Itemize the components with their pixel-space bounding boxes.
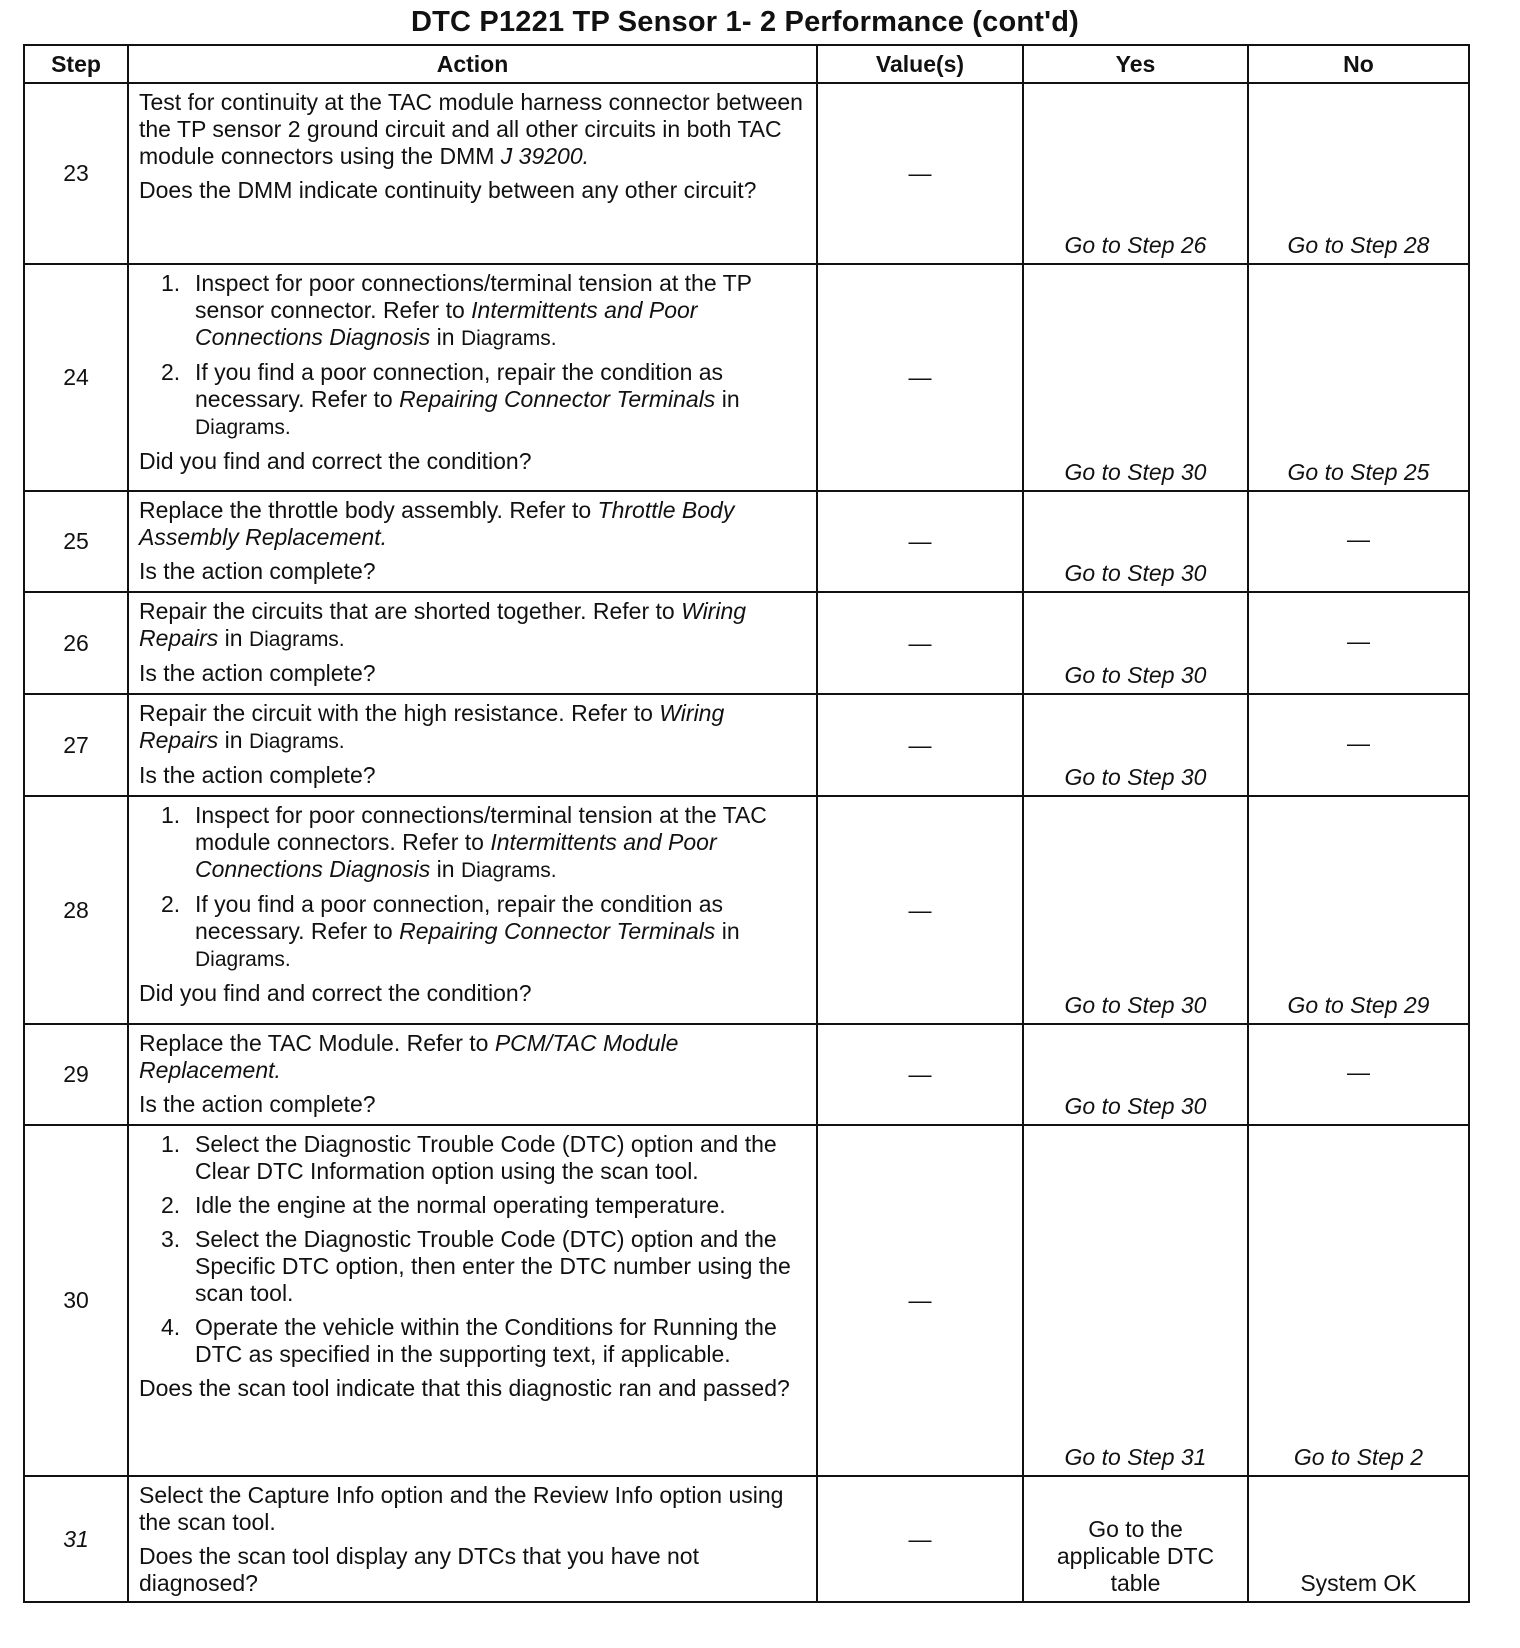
header-row xyxy=(24,45,1469,83)
list-number: 3. xyxy=(161,1226,181,1252)
yes-result: Go to Step 30 xyxy=(1023,796,1248,1024)
step-number: 28 xyxy=(24,796,128,1024)
yes-result: Go to Step 30 xyxy=(1023,694,1248,796)
value-cell: — xyxy=(817,796,1023,1024)
text-segment: Intermittents and Poor Connections Diagnosis xyxy=(195,829,717,882)
header-yes: Yes xyxy=(1023,45,1248,83)
action-paragraph xyxy=(139,660,808,687)
table-row xyxy=(24,491,1469,592)
table-row xyxy=(24,1125,1469,1476)
step-number: 29 xyxy=(24,1024,128,1125)
text-segment: Select the Diagnostic Trouble Code (DTC) option and the Clear DTC Information option using the scan tool. xyxy=(195,1131,777,1184)
action-cell xyxy=(128,1024,817,1125)
diagnostic-table xyxy=(23,44,1470,1603)
action-paragraph xyxy=(139,1543,808,1597)
no-result: Go to Step 2 xyxy=(1248,1125,1469,1476)
list-text xyxy=(195,359,808,441)
step-number: 25 xyxy=(24,491,128,592)
value-cell: — xyxy=(817,491,1023,592)
text-segment: Inspect for poor connections/terminal tension at the TAC module connectors. Refer to xyxy=(195,802,767,855)
page-title: DTC P1221 TP Sensor 1- 2 Performance (cont'd) xyxy=(410,6,1080,38)
action-list-item xyxy=(161,1131,808,1185)
text-segment: Does the scan tool indicate that this diagnostic ran and passed? xyxy=(139,1375,790,1401)
text-segment: Repairing Connector Terminals xyxy=(399,918,716,944)
action-paragraph xyxy=(139,1375,808,1402)
value-cell: — xyxy=(817,83,1023,264)
action-paragraph xyxy=(139,89,808,170)
text-segment: Diagrams. xyxy=(460,859,557,882)
text-segment: Is the action complete? xyxy=(139,558,376,584)
text-segment: PCM/TAC Module Replacement. xyxy=(139,1030,679,1083)
step-number: 30 xyxy=(24,1125,128,1476)
action-paragraph xyxy=(139,1482,808,1536)
text-segment: Diagrams. xyxy=(248,730,345,753)
no-result: System OK xyxy=(1248,1476,1469,1602)
action-paragraph xyxy=(139,497,808,551)
text-segment: Test for continuity at the TAC module harness connector between the TP sensor 2 ground circuit and all other circuits in both TAC module connectors using the DMM xyxy=(139,89,803,169)
text-segment: Diagrams. xyxy=(195,948,291,971)
action-list-item xyxy=(161,1226,808,1307)
action-list-item xyxy=(161,891,808,973)
value-cell: — xyxy=(817,264,1023,491)
action-paragraph xyxy=(139,700,808,755)
table-row xyxy=(24,796,1469,1024)
no-result: Go to Step 28 xyxy=(1248,83,1469,264)
text-segment: J 39200. xyxy=(500,143,590,169)
text-segment: Throttle Body Assembly Replacement. xyxy=(139,497,735,550)
text-segment: in xyxy=(218,727,249,753)
action-cell xyxy=(128,491,817,592)
value-cell: — xyxy=(817,1024,1023,1125)
action-list-item xyxy=(161,1314,808,1368)
action-paragraph xyxy=(139,448,808,475)
list-number: 2. xyxy=(161,1192,181,1218)
no-result: — xyxy=(1248,1024,1469,1125)
yes-result: Go to Step 30 xyxy=(1023,592,1248,694)
value-cell: — xyxy=(817,592,1023,694)
yes-result: Go to Step 30 xyxy=(1023,264,1248,491)
value-cell: — xyxy=(817,694,1023,796)
action-paragraph xyxy=(139,762,808,789)
text-segment: in xyxy=(218,625,249,651)
text-segment: Did you find and correct the condition? xyxy=(139,448,532,474)
table-row xyxy=(24,1024,1469,1125)
list-text xyxy=(195,1131,808,1185)
text-segment: Diagrams. xyxy=(460,327,557,350)
no-result: — xyxy=(1248,592,1469,694)
yes-result: Go to Step 31 xyxy=(1023,1125,1248,1476)
table-row xyxy=(24,1476,1469,1602)
text-segment: Repair the circuit with the high resistance. Refer to xyxy=(139,700,660,726)
text-segment: Wiring Repairs xyxy=(139,598,747,651)
action-paragraph xyxy=(139,598,808,653)
list-number: 4. xyxy=(161,1314,181,1340)
text-segment: Idle the engine at the normal operating temperature. xyxy=(195,1192,726,1218)
list-text xyxy=(195,270,808,352)
text-segment: Diagrams. xyxy=(195,416,291,439)
table-row xyxy=(24,592,1469,694)
step-number: 24 xyxy=(24,264,128,491)
step-number: 27 xyxy=(24,694,128,796)
yes-result: Go to Step 30 xyxy=(1023,1024,1248,1125)
text-segment: Does the DMM indicate continuity between any other circuit? xyxy=(139,177,757,203)
text-segment: in xyxy=(430,856,461,882)
no-result: — xyxy=(1248,694,1469,796)
action-paragraph xyxy=(139,1091,808,1118)
action-cell xyxy=(128,83,817,264)
text-segment: Is the action complete? xyxy=(139,762,376,788)
no-result: — xyxy=(1248,491,1469,592)
action-cell xyxy=(128,694,817,796)
text-segment: Intermittents and Poor Connections Diagnosis xyxy=(195,297,698,350)
text-segment: in xyxy=(715,386,740,412)
action-list-item xyxy=(161,1192,808,1219)
no-result: Go to Step 25 xyxy=(1248,264,1469,491)
list-number: 1. xyxy=(161,270,181,296)
text-segment: If you find a poor connection, repair the condition as necessary. Refer to xyxy=(195,359,724,412)
value-cell: — xyxy=(817,1125,1023,1476)
text-segment: Is the action complete? xyxy=(139,660,376,686)
step-number: 23 xyxy=(24,83,128,264)
action-cell xyxy=(128,592,817,694)
list-text xyxy=(195,1314,808,1368)
header-step: Step xyxy=(24,45,128,83)
step-number: 31 xyxy=(24,1476,128,1602)
header-values: Value(s) xyxy=(817,45,1023,83)
text-segment: Operate the vehicle within the Conditions for Running the DTC as specified in the supporting text, if applicable. xyxy=(195,1314,777,1367)
text-segment: If you find a poor connection, repair the condition as necessary. Refer to xyxy=(195,891,724,944)
text-segment: Did you find and correct the condition? xyxy=(139,980,532,1006)
action-list-item xyxy=(161,270,808,352)
action-cell xyxy=(128,264,817,491)
list-text xyxy=(195,1192,726,1219)
text-segment: Inspect for poor connections/terminal tension at the TP sensor connector. Refer to xyxy=(195,270,752,323)
text-segment: Diagrams. xyxy=(248,628,345,651)
table-row xyxy=(24,264,1469,491)
text-segment: Repair the circuits that are shorted together. Refer to xyxy=(139,598,682,624)
table-row xyxy=(24,694,1469,796)
action-paragraph xyxy=(139,980,808,1007)
text-segment: Does the scan tool display any DTCs that you have not diagnosed? xyxy=(139,1543,699,1596)
text-segment: Select the Capture Info option and the Review Info option using the scan tool. xyxy=(139,1482,784,1535)
action-list-item xyxy=(161,359,808,441)
step-number: 26 xyxy=(24,592,128,694)
header-action: Action xyxy=(128,45,817,83)
text-segment: in xyxy=(430,324,461,350)
action-list-item xyxy=(161,802,808,884)
text-segment: Select the Diagnostic Trouble Code (DTC) option and the Specific DTC option, then enter the DTC number using the scan tool. xyxy=(195,1226,791,1306)
action-cell xyxy=(128,1476,817,1602)
list-text xyxy=(195,1226,808,1307)
yes-result: Go to Step 30 xyxy=(1023,491,1248,592)
yes-result: Go to Step 26 xyxy=(1023,83,1248,264)
action-paragraph xyxy=(139,1030,808,1084)
text-segment: Is the action complete? xyxy=(139,1091,376,1117)
action-paragraph xyxy=(139,177,808,204)
text-segment: Wiring Repairs xyxy=(139,700,725,753)
action-paragraph xyxy=(139,558,808,585)
list-text xyxy=(195,891,808,973)
action-cell xyxy=(128,1125,817,1476)
text-segment: Replace the TAC Module. Refer to xyxy=(139,1030,495,1056)
list-text xyxy=(195,802,808,884)
value-cell: — xyxy=(817,1476,1023,1602)
no-result: Go to Step 29 xyxy=(1248,796,1469,1024)
table-row xyxy=(24,83,1469,264)
action-cell xyxy=(128,796,817,1024)
text-segment: in xyxy=(715,918,740,944)
list-number: 2. xyxy=(161,891,181,917)
text-segment: Repairing Connector Terminals xyxy=(399,386,716,412)
list-number: 2. xyxy=(161,359,181,385)
yes-result: Go to the applicable DTC table xyxy=(1023,1476,1248,1602)
list-number: 1. xyxy=(161,1131,181,1157)
header-no: No xyxy=(1248,45,1469,83)
list-number: 1. xyxy=(161,802,181,828)
text-segment: Replace the throttle body assembly. Refer to xyxy=(139,497,598,523)
